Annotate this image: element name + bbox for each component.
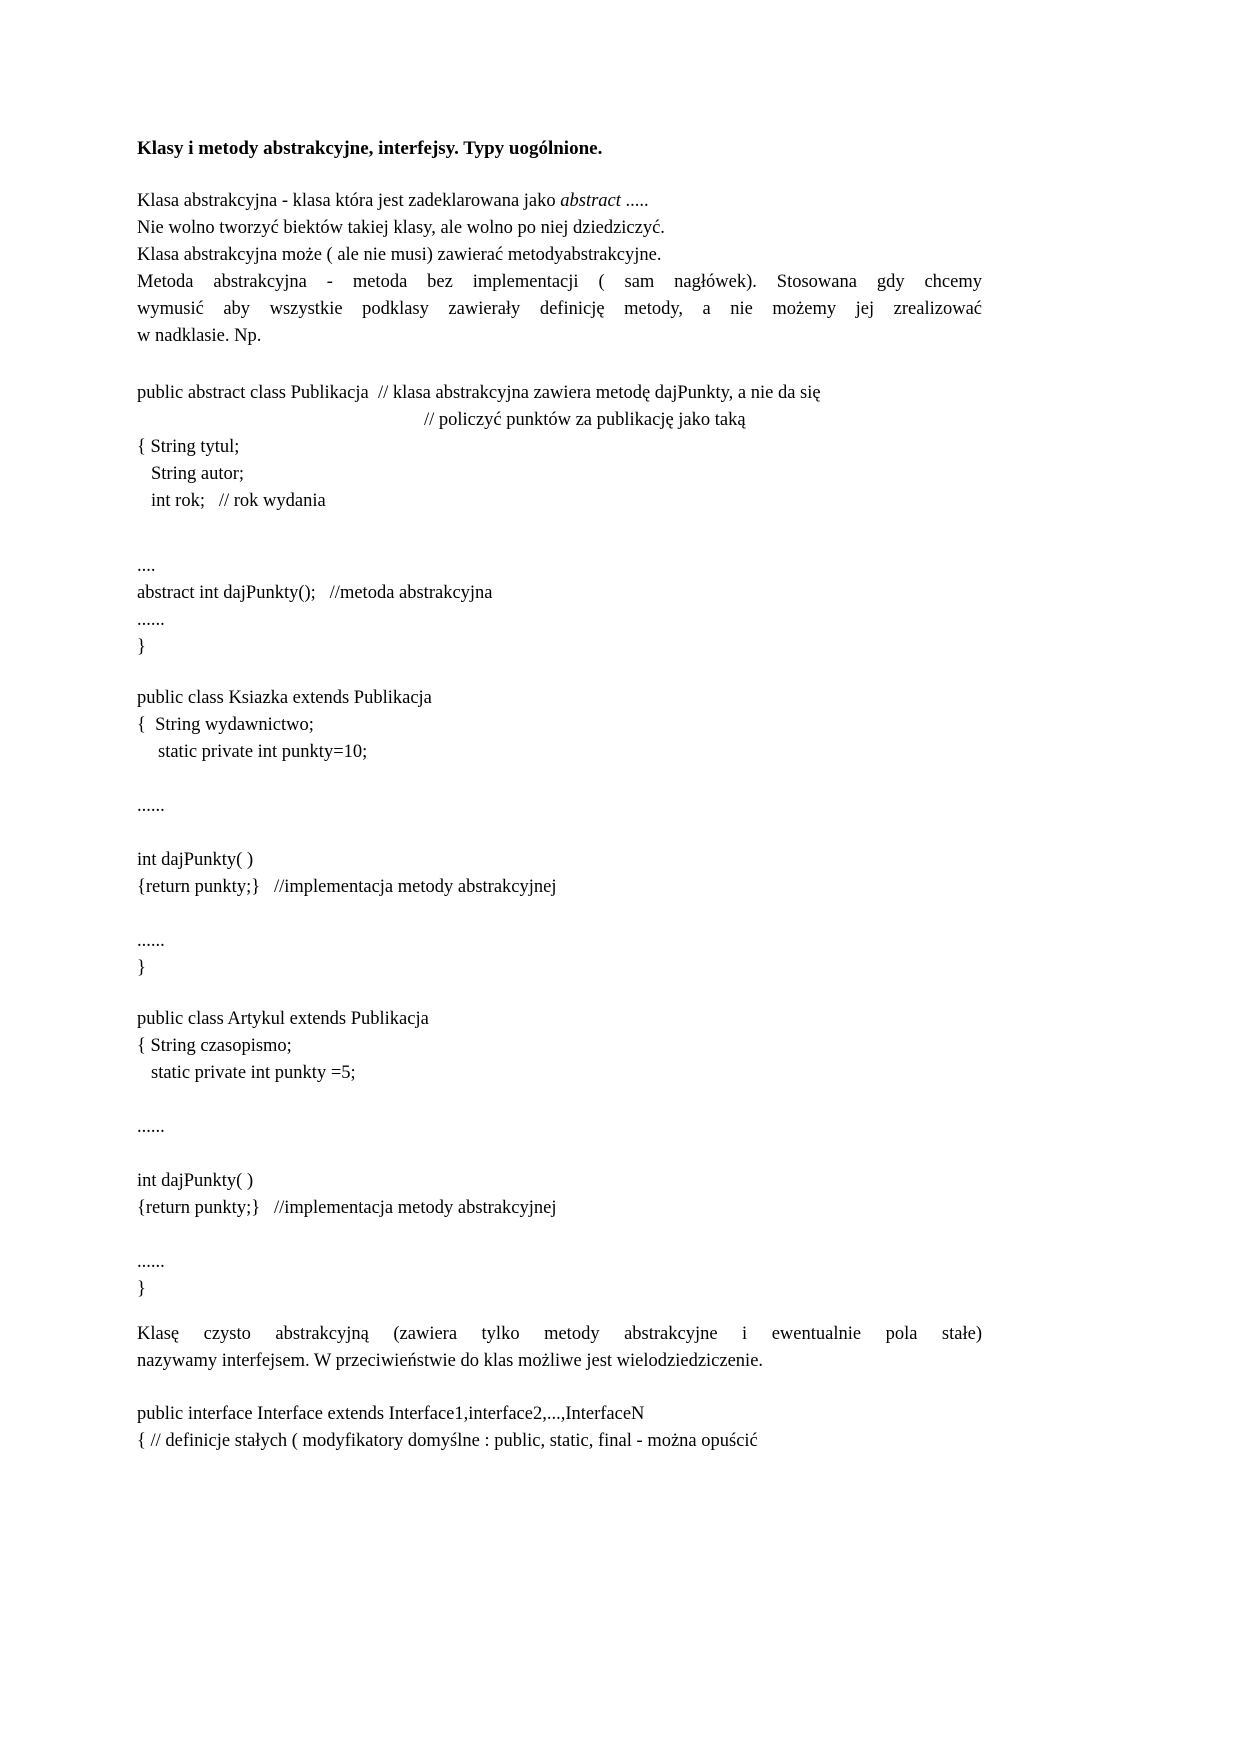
- code-line: { // definicje stałych ( modyfikatory domyślne : public, static, final - można opuścić: [137, 1431, 758, 1451]
- ellipsis-line: ......: [137, 796, 165, 816]
- intro-paragraph: [137, 188, 982, 350]
- text-segment: .....: [620, 191, 649, 211]
- code-line: String autor;: [151, 464, 245, 484]
- code-block-interface: [137, 1401, 982, 1455]
- code-line: public class Ksiazka extends Publikacja: [137, 688, 432, 708]
- code-block-publikacja: [137, 380, 982, 661]
- code-line: { String wydawnictwo;: [137, 715, 314, 735]
- ellipsis-line: ....: [137, 556, 156, 576]
- paragraph-line: w nadklasie. Np.: [137, 326, 262, 346]
- code-line: public abstract class Publikacja // klasa abstrakcyjna zawiera metodę dajPunkty, a nie da się: [137, 383, 821, 403]
- paragraph-line: Klasa abstrakcyjna może ( ale nie musi) zawierać metodyabstrakcyjne.: [137, 245, 662, 265]
- paragraph-line: nazywamy interfejsem. W przeciwieństwie do klas możliwe jest wielodziedziczenie.: [137, 1351, 764, 1371]
- code-line: }: [137, 637, 146, 657]
- code-comment-line: // policzyć punktów za publikację jako taką: [424, 410, 746, 430]
- ellipsis-line: ......: [137, 1117, 165, 1137]
- code-line: }: [137, 1279, 146, 1299]
- ellipsis-line: ......: [137, 610, 165, 630]
- document-title: Klasy i metody abstrakcyjne, interfejsy. Typy uogólnione.: [137, 138, 603, 159]
- code-line: static private int punkty =5;: [151, 1063, 356, 1083]
- code-line: int rok; // rok wydania: [151, 491, 326, 511]
- text-segment: Klasa abstrakcyjna - klasa która jest zadeklarowana jako: [137, 191, 561, 211]
- ellipsis-line: ......: [137, 931, 165, 951]
- code-line: int dajPunkty( ): [137, 1171, 254, 1191]
- code-line: {return punkty;} //implementacja metody abstrakcyjnej: [137, 1198, 557, 1218]
- interfaces-paragraph: [137, 1321, 982, 1375]
- code-line: { String czasopismo;: [137, 1036, 292, 1056]
- paragraph-line: Klasę czysto abstrakcyjną (zawiera tylko metody abstrakcyjne i ewentualnie pola stałe): [137, 1324, 982, 1344]
- paragraph-line: wymusić aby wszystkie podklasy zawierały definicję metody, a nie możemy jej zrealizować: [137, 299, 982, 319]
- paragraph-line: [137, 188, 982, 215]
- code-line: { String tytul;: [137, 437, 240, 457]
- code-line: public class Artykul extends Publikacja: [137, 1009, 429, 1029]
- italic-keyword: abstract: [560, 191, 621, 211]
- paragraph-line: Metoda abstrakcyjna - metoda bez implementacji ( sam nagłówek). Stosowana gdy chcemy: [137, 272, 982, 292]
- paragraph-line: Nie wolno tworzyć biektów takiej klasy, ale wolno po niej dziedziczyć.: [137, 218, 665, 238]
- code-line: abstract int dajPunkty(); //metoda abstrakcyjna: [137, 583, 493, 603]
- ellipsis-line: ......: [137, 1252, 165, 1272]
- code-block-ksiazka: [137, 685, 982, 982]
- code-block-artykul: [137, 1006, 982, 1303]
- code-line: }: [137, 958, 146, 978]
- code-line: public interface Interface extends Interface1,interface2,...,InterfaceN: [137, 1404, 645, 1424]
- code-line: {return punkty;} //implementacja metody abstrakcyjnej: [137, 877, 557, 897]
- code-line: int dajPunkty( ): [137, 850, 254, 870]
- code-line: static private int punkty=10;: [158, 742, 368, 762]
